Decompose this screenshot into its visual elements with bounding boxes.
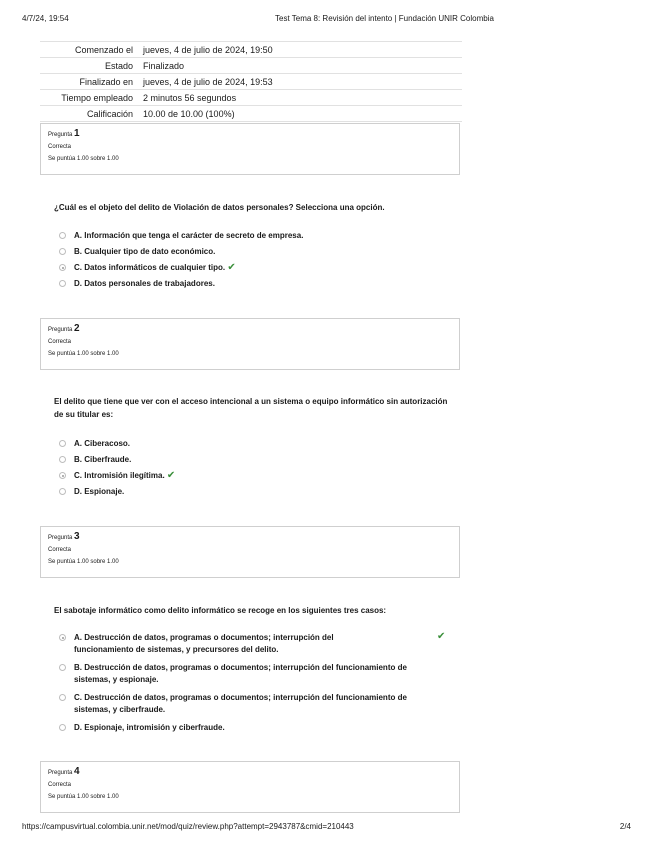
summary-row — [40, 74, 462, 90]
radio-button[interactable] — [59, 694, 66, 701]
question-state: Correcta — [48, 547, 72, 553]
question-number: Pregunta 3 — [48, 531, 80, 542]
option-label: C. Destrucción de datos, programas o documentos; interrupción del funcionamiento de sistemas, y ciberfraude. — [74, 693, 407, 714]
radio-button-selected[interactable] — [59, 634, 66, 641]
question-grade: Se puntúa 1.00 sobre 1.00 — [48, 559, 119, 565]
summary-value: 2 minutos 56 segundos — [143, 92, 237, 103]
radio-button[interactable] — [59, 232, 66, 239]
summary-value: 10.00 de 10.00 (100%) — [143, 108, 235, 119]
option-label: A. Información que tenga el carácter de secreto de empresa. — [74, 231, 304, 240]
option-label: D. Espionaje, intromisión y ciberfraude. — [74, 723, 225, 732]
question-grade: Se puntúa 1.00 sobre 1.00 — [48, 156, 119, 162]
summary-value: jueves, 4 de julio de 2024, 19:50 — [143, 44, 273, 55]
question-text-1: ¿Cuál es el objeto del delito de Violación de datos personales? Selecciona una opción. — [54, 203, 385, 212]
option-label: D. Datos personales de trabajadores. — [74, 279, 215, 288]
summary-row — [40, 90, 462, 106]
radio-button[interactable] — [59, 280, 66, 287]
check-icon: ✔ — [166, 470, 176, 481]
print-page-number: 2/4 — [619, 822, 631, 831]
option-label: B. Cualquier tipo de dato económico. — [74, 247, 216, 256]
option-label: B. Destrucción de datos, programas o documentos; interrupción del funcionamiento de sistemas, y espionaje. — [74, 663, 407, 684]
radio-button-selected[interactable] — [59, 472, 66, 479]
summary-label: Calificación — [86, 108, 133, 119]
radio-button[interactable] — [59, 664, 66, 671]
check-icon: ✔ — [227, 262, 236, 273]
attempt-summary-table — [40, 41, 462, 122]
option-label: A. Destrucción de datos, programas o documentos; interrupción del funcionamiento de sistemas, y precursores del delito. — [74, 633, 334, 654]
summary-label: Estado — [104, 60, 133, 71]
question-grade: Se puntúa 1.00 sobre 1.00 — [48, 351, 119, 357]
summary-row — [40, 106, 462, 122]
check-icon: ✔ — [437, 631, 446, 642]
question-info-1 — [40, 123, 460, 175]
summary-row — [40, 58, 462, 74]
print-page-title: Test Tema 8: Revisión del intento | Fundación UNIR Colombia — [275, 14, 494, 23]
print-footer — [22, 822, 633, 834]
summary-row — [40, 42, 462, 58]
question-info-4 — [40, 761, 460, 813]
question-number: Pregunta 4 — [48, 766, 80, 777]
summary-label: Comenzado el — [74, 44, 133, 55]
option-label: A. Ciberacoso. — [74, 439, 131, 448]
option-label: C. Datos informáticos de cualquier tipo. — [74, 263, 226, 272]
radio-button[interactable] — [59, 248, 66, 255]
question-state: Correcta — [48, 339, 72, 345]
radio-button[interactable] — [59, 724, 66, 731]
radio-button[interactable] — [59, 488, 66, 495]
option-label: D. Espionaje. — [74, 487, 125, 496]
radio-button[interactable] — [59, 440, 66, 447]
question-state: Correcta — [48, 782, 72, 788]
question-info-2 — [40, 318, 460, 370]
summary-value: Finalizado — [143, 60, 185, 71]
option-label: C. Intromisión ilegítima. — [74, 471, 165, 480]
question-grade: Se puntúa 1.00 sobre 1.00 — [48, 794, 119, 800]
summary-value: jueves, 4 de julio de 2024, 19:53 — [143, 76, 273, 87]
question-info-3 — [40, 526, 460, 578]
summary-label: Tiempo empleado — [61, 92, 133, 103]
radio-button-selected[interactable] — [59, 264, 66, 271]
print-header — [22, 14, 633, 26]
radio-button[interactable] — [59, 456, 66, 463]
question-number: Pregunta 1 — [48, 128, 80, 139]
print-datetime: 4/7/24, 19:54 — [22, 14, 69, 23]
question-text-2: El delito que tiene que ver con el acceso intencional a un sistema o equipo informático sin autorización de su titular es: — [54, 397, 448, 419]
question-text-3: El sabotaje informático como delito informático se recoge en los siguientes tres casos: — [54, 606, 387, 615]
question-number: Pregunta 2 — [48, 323, 80, 334]
print-url: https://campusvirtual.colombia.unir.net/mod/quiz/review.php?attempt=2943787&cmid=210443 — [22, 822, 354, 831]
option-label: B. Ciberfraude. — [74, 455, 132, 464]
summary-label: Finalizado en — [79, 76, 133, 87]
question-state: Correcta — [48, 144, 72, 150]
